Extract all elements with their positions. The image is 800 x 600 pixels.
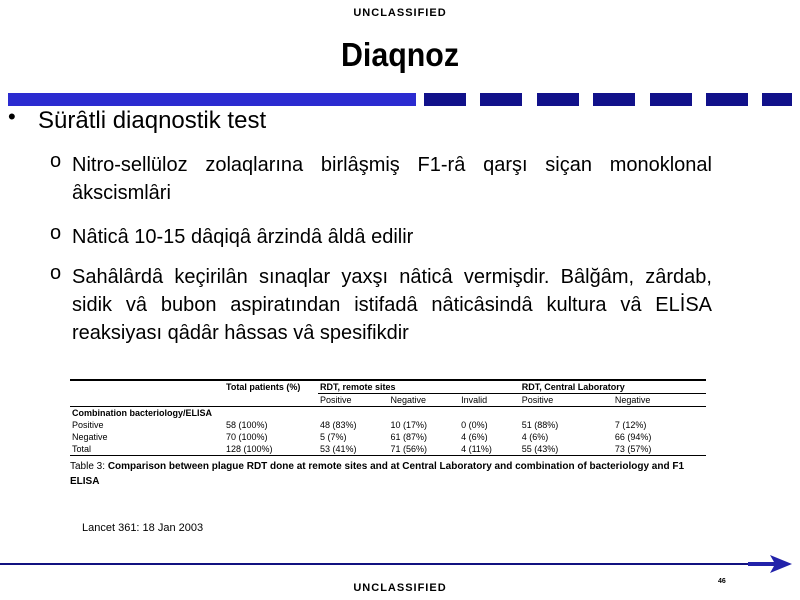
rdt-comparison-table (70, 379, 706, 489)
header-bar-segment (762, 93, 792, 106)
table-cell: 4 (6%) (521, 432, 549, 442)
sub-bullet-1: Nitro-sellüloz zolaqlarına birlȃşmiş F1-rȃ qarşı siçan monoklonal ȃkscismlȃri (72, 154, 712, 204)
table-row (70, 419, 706, 431)
table-cell: 51 (88%) (521, 420, 559, 430)
table-cell: 5 (7%) (320, 432, 347, 442)
subheader-positive: Positive (318, 394, 389, 407)
page-number: 46 (718, 578, 726, 585)
table-cell: 4 (11%) (461, 444, 492, 454)
bullet-main: Sürȃtli diaqnostik test (38, 107, 267, 134)
header-bar-segment (537, 93, 579, 106)
subheader-negative: Negative (389, 394, 460, 407)
table-cell: 71 (56%) (390, 444, 428, 454)
classification-banner-top: UNCLASSIFIED (353, 7, 447, 19)
sub-bullet-3: Sahȃlȃrdȃ keçirilȃn sınaqlar yaxşı nȃticȃ vermişdir. Bȃlğȃm, zȃrdab, sidik vȃ bubon aspiratından istifadȃ nȃticȃsindȃ kultura vȃ ELİSA reaksiyası qȃdȃr hȃssas vȃ spesifikdir (72, 266, 712, 344)
sub-bullet-marker: o (50, 150, 62, 172)
table-section-label: Combination bacteriology/ELISA (72, 408, 213, 418)
bullet-dot: • (8, 104, 16, 129)
table-cell: Negative (72, 432, 108, 442)
table-cell: 10 (17%) (390, 420, 428, 430)
table-cell: 48 (83%) (320, 420, 357, 430)
table-cell: 70 (100%) (226, 432, 268, 442)
header-bar-segment (593, 93, 635, 106)
table-cell: Positive (72, 420, 104, 430)
header-total-patients: Total patients (%) (226, 382, 301, 393)
table-cell: 128 (100%) (226, 444, 273, 454)
table-cell: 53 (41%) (320, 444, 357, 454)
slide-title: Diaqnoz (340, 36, 460, 73)
sub-bullet-2: Nȃticȃ 10-15 dȃqiqȃ ȃrzindȃ ȃldȃ edilir (72, 226, 414, 248)
sub-bullet-marker: o (50, 222, 62, 244)
citation: Lancet 361: 18 Jan 2003 (82, 522, 204, 534)
header-bar (8, 93, 416, 106)
header-rdt-remote: RDT, remote sites (320, 382, 396, 392)
header-rdt-central: RDT, Central Laboratory (521, 382, 625, 392)
table-caption-prefix: Table 3: (70, 461, 106, 472)
classification-banner-bottom: UNCLASSIFIED (353, 582, 447, 594)
table-caption-text: Comparison between plague RDT done at remote sites and at Central Laboratory and combination of bacteriology and F1 ELISA (70, 461, 685, 487)
table-cell: 55 (43%) (521, 444, 559, 454)
table-cell: 61 (87%) (390, 432, 428, 442)
header-bar-segment (480, 93, 522, 106)
header-bar-segment (424, 93, 466, 106)
subheader-negative: Negative (613, 394, 706, 407)
table-row (70, 443, 706, 456)
table-cell: 73 (57%) (614, 444, 652, 454)
table-cell: 58 (100%) (226, 420, 268, 430)
header-bar-segment (650, 93, 692, 106)
table-cell: Total (72, 444, 92, 454)
footer-rule (0, 563, 765, 565)
table-cell: 0 (0%) (461, 420, 488, 430)
header-bar-segment (706, 93, 748, 106)
table-cell: 7 (12%) (614, 420, 647, 430)
arrow-right-icon (748, 553, 794, 575)
subheader-positive: Positive (520, 394, 613, 407)
sub-bullet-marker: o (50, 262, 62, 284)
subheader-invalid: Invalid (459, 394, 520, 407)
table-cell: 4 (6%) (461, 432, 488, 442)
table-cell: 66 (94%) (614, 432, 652, 442)
table-caption (70, 459, 706, 489)
table-row (70, 431, 706, 443)
